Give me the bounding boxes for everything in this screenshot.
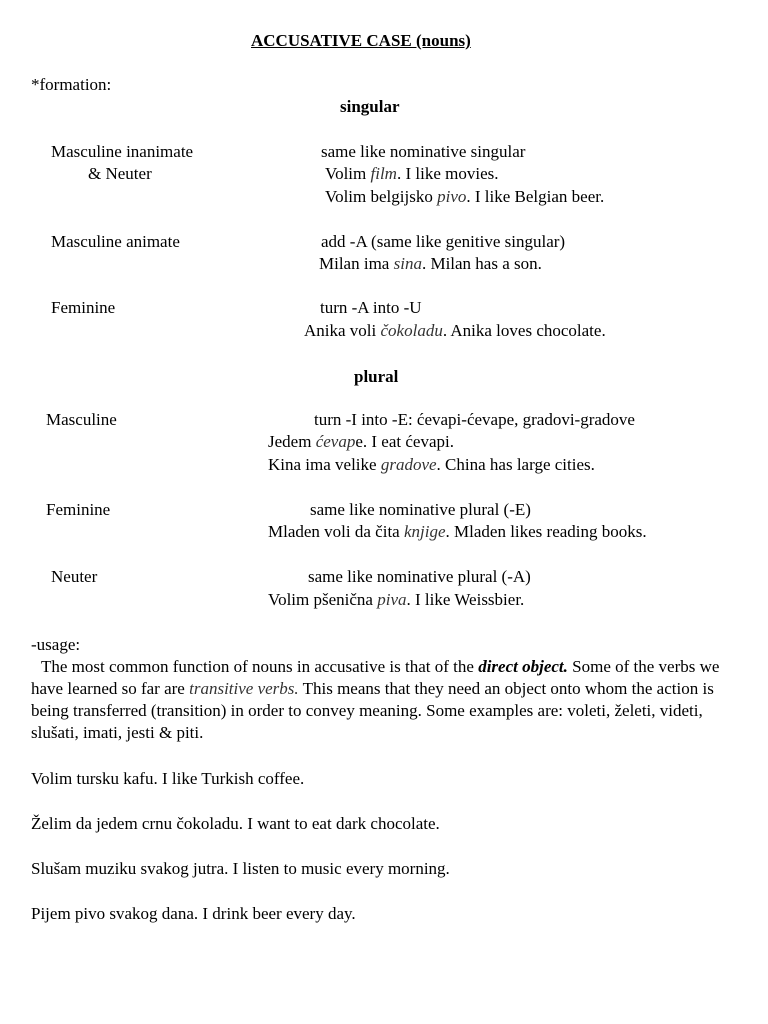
example-text: . Milan has a son. — [421, 254, 542, 273]
label-masculine-animate: Masculine animate — [51, 232, 180, 251]
plural-heading: plural — [354, 367, 399, 386]
example-text: Volim pšenična — [268, 590, 378, 609]
label-neuter-plural: Neuter — [51, 567, 98, 586]
example-sentence — [319, 253, 542, 275]
usage-label: -usage: — [31, 635, 81, 654]
rule-feminine-plural: same like nominative plural (-E) — [310, 500, 531, 519]
example-accusative-word: film — [370, 164, 397, 183]
example-accusative-word: piva — [377, 590, 407, 609]
example-sentence — [325, 163, 498, 185]
example-accusative-word: čokoladu — [380, 321, 443, 340]
example-sentence — [268, 589, 524, 611]
example-accusative-word: sina — [393, 254, 422, 273]
page-title: ACCUSATIVE CASE (nouns) — [251, 31, 471, 50]
example-text: Anika voli — [304, 321, 381, 340]
example-line: Volim tursku kafu. I like Turkish coffee. — [31, 769, 305, 788]
example-accusative-word: gradove — [380, 455, 437, 474]
example-text: Volim belgijsko — [325, 187, 438, 206]
rule-neuter-plural: same like nominative plural (-A) — [308, 567, 531, 586]
rule-masculine-animate: add -A (same like genitive singular) — [321, 232, 566, 251]
singular-heading: singular — [340, 97, 400, 116]
label-masculine-plural: Masculine — [46, 410, 117, 429]
example-text: Volim — [325, 164, 371, 183]
example-text: Mladen voli da čita — [268, 522, 404, 541]
rule-feminine-singular: turn -A into -U — [320, 298, 422, 317]
example-text: Kina ima velike — [268, 455, 381, 474]
example-text: . China has large cities. — [436, 455, 595, 474]
example-line: Slušam muziku svakog jutra. I listen to music every morning. — [31, 859, 450, 878]
example-line: Pijem pivo svakog dana. I drink beer every day. — [31, 904, 356, 923]
label-feminine-singular: Feminine — [51, 298, 116, 317]
example-sentence — [304, 320, 606, 342]
example-text: . Mladen likes reading books. — [445, 522, 647, 541]
rule-masculine-inanimate: same like nominative singular — [321, 142, 526, 161]
transitive-verbs-term: transitive verbs. — [189, 679, 299, 698]
label-masculine-inanimate: Masculine inanimate — [51, 142, 194, 161]
example-text: . I like Belgian beer. — [466, 187, 605, 206]
example-text: Milan ima — [319, 254, 394, 273]
example-accusative-word: pivo — [437, 187, 467, 206]
rule-masculine-plural: turn -I into -E: ćevapi-ćevape, gradovi-gradove — [314, 410, 635, 429]
example-sentence — [325, 186, 604, 208]
direct-object-term: direct object. — [478, 657, 568, 676]
example-text: Jedem — [268, 432, 316, 451]
example-text: . Anika loves chocolate. — [442, 321, 606, 340]
example-text: e. I eat ćevapi. — [355, 432, 454, 451]
label-feminine-plural: Feminine — [46, 500, 111, 519]
example-sentence — [268, 431, 454, 453]
usage-text: Some of the verbs we have learned so far are — [31, 657, 720, 698]
example-sentence — [268, 521, 647, 543]
example-line: Želim da jedem crnu čokoladu. I want to eat dark chocolate. — [31, 814, 440, 833]
usage-text: This means that they need an object onto whom the action is being transferred (transition) in order to convey meaning. Some examples are: voleti, želeti, videti, slušati, imati, jesti & piti. — [31, 679, 714, 742]
formation-label: *formation: — [31, 75, 112, 94]
label-neuter: & Neuter — [88, 164, 152, 183]
usage-text: The most common function of nouns in accusative is that of the — [41, 657, 479, 676]
usage-paragraph — [31, 656, 741, 744]
example-text: . I like movies. — [396, 164, 499, 183]
example-accusative-word: ćevap — [315, 432, 356, 451]
example-text: . I like Weissbier. — [406, 590, 525, 609]
example-sentence — [268, 454, 595, 476]
example-accusative-word: knjige — [403, 522, 446, 541]
